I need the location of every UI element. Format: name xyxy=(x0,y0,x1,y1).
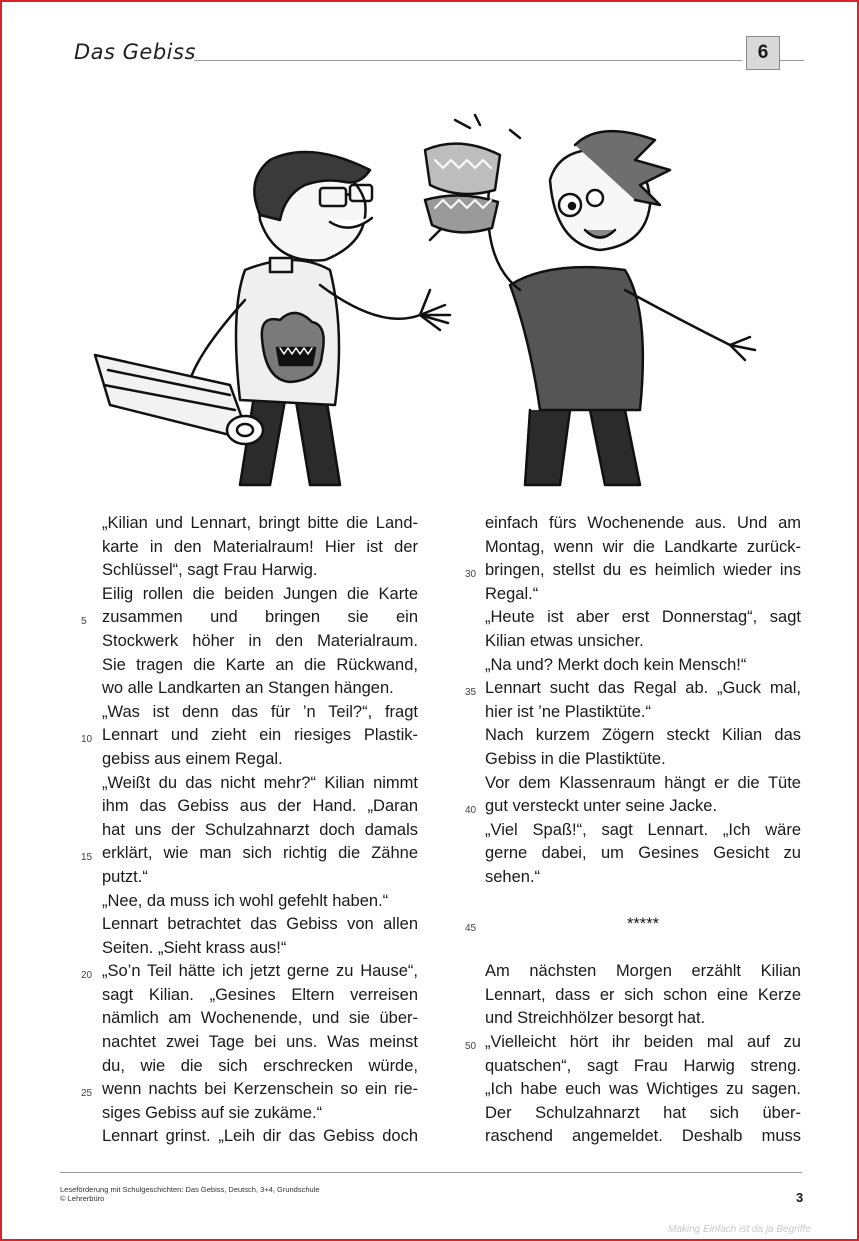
text-line xyxy=(465,795,801,819)
line-text: „Kilian und Lennart, bringt bitte die Land- xyxy=(102,514,418,532)
text-line xyxy=(485,536,801,560)
header-rule-right xyxy=(780,60,804,61)
text-line xyxy=(485,654,801,678)
footer-copyright: © Lehrerbüro xyxy=(60,1194,105,1203)
line-text: bringen, stellst du es heimlich wieder ins xyxy=(485,561,801,580)
line-text: zusammen und bringen sie ein xyxy=(102,608,418,627)
watermark: Making Einfach ist da ja Begriffe xyxy=(668,1224,811,1235)
text-line xyxy=(102,559,418,583)
line-text: Seiten. „Sieht krass aus!“ xyxy=(102,938,287,957)
text-line xyxy=(485,748,801,772)
text-line xyxy=(81,724,418,748)
line-text: Montag, wenn wir die Landkarte zurück- xyxy=(485,537,801,556)
footer-rule xyxy=(60,1172,802,1173)
text-line xyxy=(102,536,418,560)
line-text: „Viel Spaß!“, sagt Lennart. „Ich wäre xyxy=(485,820,801,839)
line-text: ***** xyxy=(626,915,660,934)
text-line xyxy=(465,559,801,583)
text-line xyxy=(485,1055,801,1079)
line-text: putzt.“ xyxy=(102,867,148,886)
line-text: „So’n Teil hätte ich jetzt gerne zu Hause“, xyxy=(102,962,418,981)
line-number: 45 xyxy=(465,923,477,935)
text-line xyxy=(102,701,418,725)
text-line xyxy=(102,1007,418,1031)
line-text: ihm das Gebiss aus der Hand. „Daran xyxy=(102,797,418,816)
line-text: „Weißt du das nicht mehr?“ Kilian nimmt xyxy=(102,773,418,792)
footer-source-line: Leseförderung mit Schulgeschichten: Das Gebiss, Deutsch, 3+4, Grundschule xyxy=(60,1185,320,1194)
line-text: einfach fürs Wochenende aus. Und am xyxy=(485,514,801,532)
text-line xyxy=(102,819,418,843)
text-line xyxy=(485,960,801,984)
line-text: „Vielleicht hört ihr beiden mal auf zu xyxy=(485,1033,801,1052)
line-text: Stockwerk höher in den Materialraum. xyxy=(102,631,418,650)
text-line xyxy=(102,583,418,607)
page-title: Das Gebiss xyxy=(74,40,196,64)
text-line xyxy=(102,984,418,1008)
line-text: Sie tragen die Karte an die Rückwand, xyxy=(102,655,418,674)
line-text: „Ich habe euch was Wichtiges zu sagen. xyxy=(485,1080,801,1099)
line-text: „Was ist denn das für ’n Teil?“, fragt xyxy=(102,702,418,721)
text-line xyxy=(102,748,418,772)
line-text: „Nee, da muss ich wohl gefehlt haben.“ xyxy=(102,891,389,910)
text-line xyxy=(485,842,801,866)
text-line xyxy=(81,1078,418,1102)
text-line xyxy=(102,654,418,678)
text-line xyxy=(485,701,801,725)
line-text: und Streichhölzer besorgt hat. xyxy=(485,1009,706,1028)
line-text: Eilig rollen die beiden Jungen die Karte xyxy=(102,584,418,603)
text-line xyxy=(81,842,418,866)
line-text: erklärt, wie man sich richtig die Zähne xyxy=(102,844,418,863)
line-text: sehen.“ xyxy=(485,867,541,886)
line-text: sagt Kilian. „Gesines Eltern verreisen xyxy=(102,985,418,1004)
line-text: „Heute ist aber erst Donnerstag“, sagt xyxy=(485,608,801,627)
line-text: quatschen“, sagt Frau Harwig streng. xyxy=(485,1056,801,1075)
line-text: du, wie die sich erschrecken würde, xyxy=(102,1056,418,1075)
text-line xyxy=(485,1102,801,1126)
line-number: 25 xyxy=(81,1088,93,1100)
story-column-right xyxy=(465,512,801,1149)
text-line xyxy=(102,1102,418,1126)
text-line xyxy=(102,630,418,654)
text-line xyxy=(102,866,418,890)
text-line xyxy=(102,890,418,914)
text-line xyxy=(485,890,801,914)
text-line xyxy=(81,606,418,630)
line-text: Am nächsten Morgen erzählt Kilian xyxy=(485,962,801,981)
text-line xyxy=(485,866,801,890)
text-line xyxy=(485,1078,801,1102)
line-text: gebiss aus einem Regal. xyxy=(102,749,283,768)
text-line xyxy=(485,937,801,961)
line-text: Lennart und zieht ein riesiges Plastik- xyxy=(102,726,418,745)
line-number: 35 xyxy=(465,687,477,699)
line-text: Lennart betrachtet das Gebiss von allen xyxy=(102,915,418,934)
line-number: 5 xyxy=(81,616,87,628)
line-text: Nach kurzem Zögern steckt Kilian das xyxy=(485,726,801,745)
line-text: raschend angemeldet. Deshalb muss xyxy=(485,1127,801,1146)
line-text: Lennart grinst. „Leih dir das Gebiss doch xyxy=(102,1127,418,1146)
line-number: 15 xyxy=(81,852,93,864)
text-line xyxy=(81,960,418,984)
line-text: Kilian etwas unsicher. xyxy=(485,631,644,650)
line-number: 20 xyxy=(81,970,93,982)
line-text: „Na und? Merkt doch kein Mensch!“ xyxy=(485,655,747,674)
text-line xyxy=(485,772,801,796)
line-text: siges Gebiss auf sie zukäme.“ xyxy=(102,1103,323,1122)
text-line xyxy=(102,913,418,937)
text-line xyxy=(465,677,801,701)
page-header xyxy=(74,36,804,72)
text-line xyxy=(102,1055,418,1079)
text-line xyxy=(485,1125,801,1149)
text-line xyxy=(465,913,801,937)
story-column-left xyxy=(81,512,418,1149)
text-line xyxy=(485,724,801,748)
line-text: wo alle Landkarten an Stangen hängen. xyxy=(102,679,394,698)
text-line xyxy=(102,772,418,796)
chapter-number-badge: 6 xyxy=(746,36,780,70)
line-text: hat uns der Schulzahnarzt doch damals xyxy=(102,820,418,839)
header-rule xyxy=(194,60,742,61)
line-text: Lennart, dass er sich schon eine Kerze xyxy=(485,985,801,1004)
text-line xyxy=(465,1031,801,1055)
text-line xyxy=(485,1007,801,1031)
boys-with-denture-illustration xyxy=(80,110,800,490)
text-line xyxy=(485,606,801,630)
line-number: 50 xyxy=(465,1041,477,1053)
text-line xyxy=(102,795,418,819)
line-text: gerne dabei, um Gesines Gesicht zu xyxy=(485,844,801,863)
line-text: Gebiss in die Plastiktüte. xyxy=(485,749,666,768)
line-text: Regal.“ xyxy=(485,584,539,603)
line-number: 40 xyxy=(465,805,477,817)
text-line xyxy=(485,984,801,1008)
text-line xyxy=(102,512,418,536)
line-text: gut versteckt unter seine Jacke. xyxy=(485,797,718,816)
line-text: Der Schulzahnarzt hat sich über- xyxy=(485,1103,801,1122)
line-text: Schlüssel“, sagt Frau Harwig. xyxy=(102,561,318,580)
text-line xyxy=(485,583,801,607)
line-text: karte in den Materialraum! Hier ist der xyxy=(102,537,418,556)
text-line xyxy=(102,1031,418,1055)
line-number: 10 xyxy=(81,734,93,746)
text-line xyxy=(485,512,801,536)
line-text: Vor dem Klassenraum hängt er die Tüte xyxy=(485,773,801,792)
line-text: wenn nachts bei Kerzenschein so ein rie- xyxy=(102,1080,418,1099)
line-text: hier ist ’ne Plastiktüte.“ xyxy=(485,702,651,721)
line-text: nachtet zwei Tage bei uns. Was meinst xyxy=(102,1033,418,1052)
text-line xyxy=(102,677,418,701)
line-text: nämlich am Wochenende, und sie über- xyxy=(102,1009,418,1028)
text-line xyxy=(485,630,801,654)
line-text: Lennart sucht das Regal ab. „Guck mal, xyxy=(485,679,801,698)
footer-source xyxy=(60,1185,320,1203)
line-number: 30 xyxy=(465,569,477,581)
text-line xyxy=(102,1125,418,1149)
text-line xyxy=(102,937,418,961)
text-line xyxy=(485,819,801,843)
page-number: 3 xyxy=(796,1190,804,1205)
